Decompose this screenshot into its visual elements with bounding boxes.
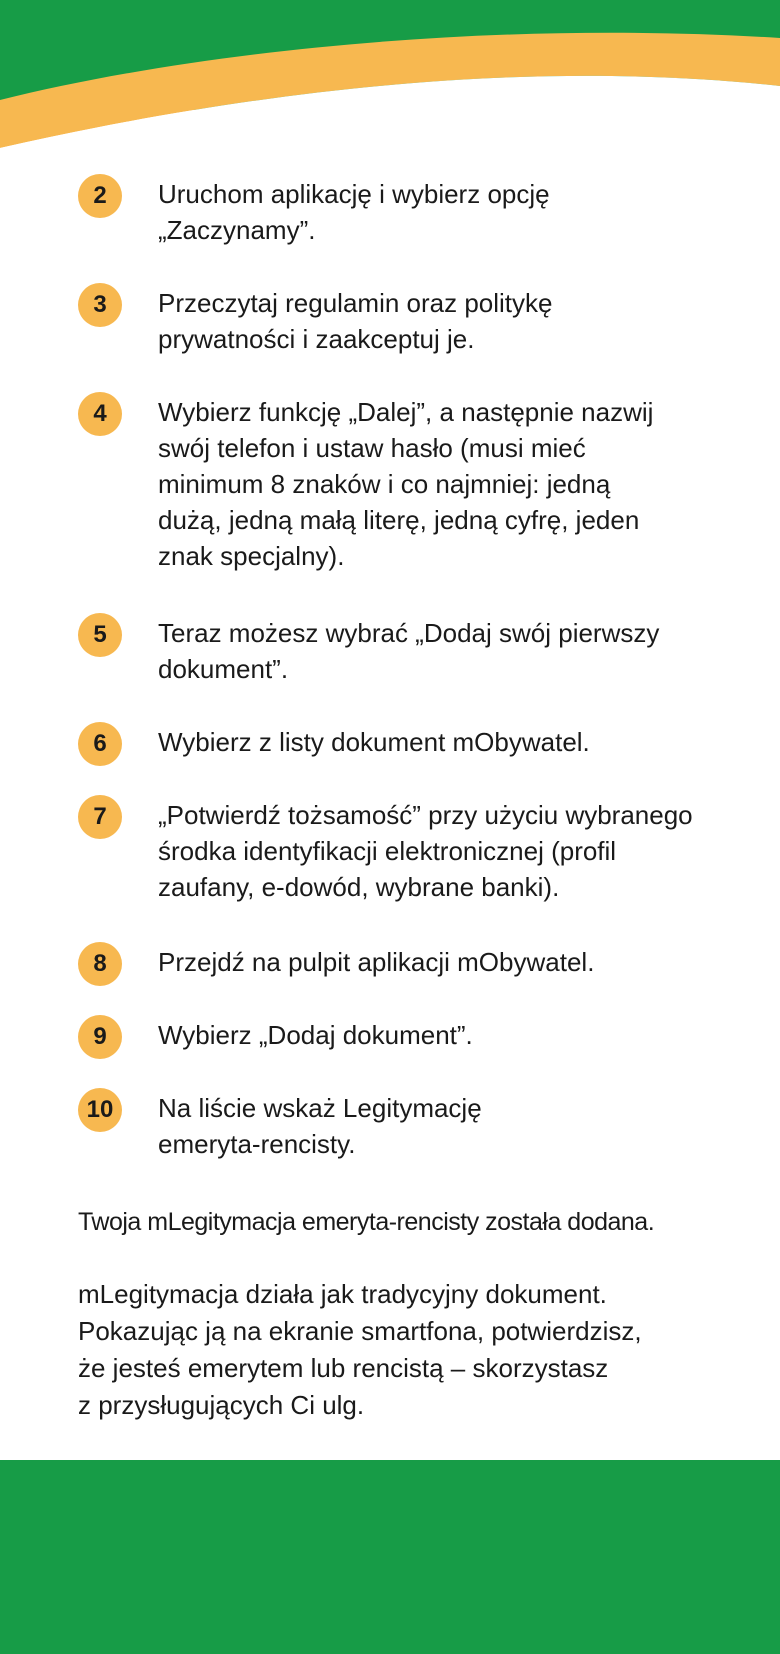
- step-text-line: emeryta-rencisty.: [158, 1129, 356, 1159]
- step-text: [158, 394, 780, 574]
- step-text-line: środka identyfikacji elektronicznej (profil: [158, 836, 617, 866]
- step-text-line: Wybierz funkcję „Dalej”, a następnie nazwij: [158, 397, 654, 427]
- step-text-line: Wybierz „Dodaj dokument”.: [158, 1020, 473, 1050]
- step-text: [158, 176, 780, 248]
- step-text-line: Teraz możesz wybrać „Dodaj swój pierwszy: [158, 618, 660, 648]
- info-line: mLegitymacja działa jak tradycyjny dokument.: [78, 1279, 607, 1309]
- step-text-line: Na liście wskaż Legitymację: [158, 1093, 482, 1123]
- step-text: [158, 1090, 780, 1162]
- summary-text: Twoja mLegitymacja emeryta-rencisty została dodana.: [78, 1208, 655, 1236]
- step-text-line: „Potwierdź tożsamość” przy użyciu wybranego: [158, 800, 693, 830]
- step-text-line: zaufany, e-dowód, wybrane banki).: [158, 872, 560, 902]
- info-paragraph: [78, 1276, 758, 1424]
- step-text-line: prywatności i zaakceptuj je.: [158, 324, 475, 354]
- step-text-line: Przejdź na pulpit aplikacji mObywatel.: [158, 947, 595, 977]
- step-number-badge: 6: [78, 722, 122, 766]
- step-number-badge: 3: [78, 283, 122, 327]
- step-number-badge: 5: [78, 613, 122, 657]
- step-number-badge: 9: [78, 1015, 122, 1059]
- step-number-badge: 7: [78, 795, 122, 839]
- info-line: z przysługujących Ci ulg.: [78, 1390, 365, 1420]
- step-text: [158, 1017, 780, 1053]
- step-text-line: dokument”.: [158, 654, 289, 684]
- info-line: Pokazując ją na ekranie smartfona, potwierdzisz,: [78, 1316, 642, 1346]
- bottom-green-band: [0, 1460, 780, 1654]
- step-text: [158, 724, 780, 760]
- step-text: [158, 944, 780, 980]
- step-text-line: Uruchom aplikację i wybierz opcję: [158, 179, 550, 209]
- step-number-badge: 8: [78, 942, 122, 986]
- step-number-badge: 2: [78, 174, 122, 218]
- step-text-line: Wybierz z listy dokument mObywatel.: [158, 727, 590, 757]
- step-number-badge: 4: [78, 392, 122, 436]
- info-line: że jesteś emerytem lub rencistą – skorzystasz: [78, 1353, 609, 1383]
- step-text: [158, 615, 780, 687]
- step-text-line: znak specjalny).: [158, 541, 345, 571]
- step-number-badge: 10: [78, 1088, 122, 1132]
- step-text: [158, 797, 780, 905]
- step-text-line: swój telefon i ustaw hasło (musi mieć: [158, 433, 586, 463]
- step-text-line: minimum 8 znaków i co najmniej: jedną: [158, 469, 611, 499]
- step-text-line: Przeczytaj regulamin oraz politykę: [158, 288, 553, 318]
- step-text: [158, 285, 780, 357]
- top-wave-banner: [0, 0, 780, 160]
- step-text-line: „Zaczynamy”.: [158, 215, 316, 245]
- step-text-line: dużą, jedną małą literę, jedną cyfrę, jeden: [158, 505, 640, 535]
